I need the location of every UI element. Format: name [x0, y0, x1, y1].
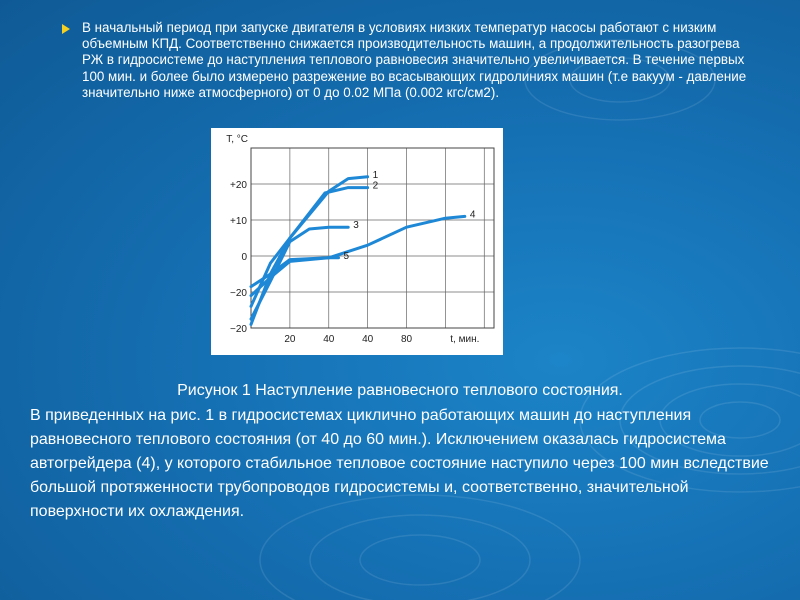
y-tick-label: 0 — [241, 252, 247, 263]
x-tick-label: 20 — [284, 334, 296, 345]
x-tick-label: 40 — [323, 334, 335, 345]
body-paragraph: В приведенных на рис. 1 в гидросистемах циклично работающих машин до наступления равновесного теплового состояния (от 40 до 60 мин.). Исключением оказалась гидросистема автогрейдера (4), у которого стабильное тепловое состояние наступило через 100 мин вследствие большой протяженности трубопроводов гидросистемы и, соответственно, значительной поверхности их охлаждения. — [30, 407, 769, 520]
chart-container — [211, 128, 503, 355]
x-axis-label: t, мин. — [450, 334, 480, 345]
y-tick-label: −20 — [230, 288, 247, 299]
figure-caption: Рисунок 1 Наступление равновесного теплового состояния. — [177, 382, 623, 399]
series-label-2: 2 — [372, 180, 379, 192]
y-axis-label: T, °C — [226, 134, 248, 145]
y-tick-label: −20 — [230, 324, 247, 335]
series-label-1: 1 — [372, 169, 379, 181]
x-tick-label: 80 — [400, 334, 413, 345]
x-tick-label: 40 — [362, 334, 374, 345]
bullet-block — [62, 20, 762, 101]
series-label-3: 3 — [353, 220, 359, 232]
series-label-4: 4 — [469, 209, 476, 221]
y-tick-label: +20 — [230, 180, 247, 191]
series-label-5: 5 — [343, 250, 350, 262]
temperature-chart — [211, 128, 503, 355]
y-tick-label: +10 — [230, 216, 247, 227]
series-line-2 — [251, 188, 368, 307]
bullet-text: В начальный период при запуске двигателя в условиях низких температур насосы работают с низким объемным КПД. Соответственно снижается производительность машин, а продолжительность разогрева РЖ в гидросистеме до наступления теплового равновесия значительно увеличивается. В течение первых 100 мин. и более было измерено разрежение во всасывающих гидролиниях машин (т.е вакуум - давление значительно ниже атмосферного) от 0 до 0.02 МПа (0.002 кгс/см2). — [82, 20, 747, 100]
bullet-arrow-icon — [62, 24, 70, 34]
